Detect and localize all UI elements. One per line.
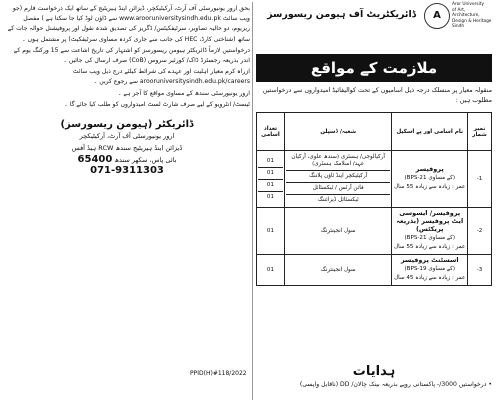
guideline-item: • درخواستیں 3000/- پاکستانی روپے بذریعہ بینک چالان/ DD (ناقابل واپسی)	[299, 381, 492, 388]
count-cell: 01	[257, 255, 285, 286]
instruction-3: ازراہ کرم معیار اہلیت اور عہدے کی شرائط کیلئے درج ذیل ویب سائٹ arooruniversitysindh.edu.pk/careers سے رجوع کریں ۔	[72, 68, 250, 86]
posts-table	[256, 112, 492, 286]
address-line-3: بائی پاس، سکھر سندھ 65400	[77, 154, 177, 166]
jobs-banner: ملازمت کے مواقع	[256, 54, 492, 82]
address: ارور یونیورسٹی آف آرٹ، آرکیٹیکچر ڈیزائن اینڈ ہیریٹیج سندھ RCW ہیڈ آفس بائی پاس، سکھر سندھ 65400	[4, 130, 250, 166]
discipline-cell: سول انجینئرنگ	[284, 208, 391, 255]
col-count: تعداد اسامی	[257, 113, 285, 151]
table-row	[257, 208, 492, 255]
table-row	[257, 151, 492, 208]
university-name: Aror University of Art, Architecture, Design & Heritage Sindh	[452, 2, 492, 30]
post-cell: اسسٹنٹ پروفیسر (BPS-19 کے مساوی) عمر : زیادہ سے زیادہ 45 سال	[392, 255, 468, 286]
careers-link[interactable]: arooruniversitysindh.edu.pk/careers	[139, 78, 250, 86]
postal-code: 65400	[77, 154, 113, 166]
intro-text: منقولہ معیار پر منسلک درجہ ذیل اسامیوں کے تحت کوالیفائیڈ امیدواروں سے درخواستیں مطلوب ہیں :	[262, 87, 492, 104]
department-title: ڈائریکٹریٹ آف ہیومن ریسورسز	[267, 9, 416, 20]
column-divider	[252, 2, 253, 400]
col-post: نام اسامی اور پے اسکیل	[392, 113, 468, 151]
count-cell: 01	[257, 208, 285, 255]
table-row	[257, 255, 492, 286]
ppid-code: PPID(H)#118/2022	[190, 370, 247, 377]
table-header-row	[257, 113, 492, 151]
post-cell: پروفیسر (BPS-21 کے مساوی) عمر : زیادہ سے زیادہ 55 سال	[392, 151, 468, 208]
phone-number: 071-9311303	[90, 165, 164, 177]
instruction-1: بحق ارور یونیورسٹی آف آرٹ، آرکیٹیکچر، ڈیزائن اینڈ ہیریٹیج کے ساتھ ایک درخواست فارم (جو ویب سائٹ www.arooruniversitysindh.edu.pk سے ڈاؤن لوڈ کیا جا سکتا ہے ) مفصل ریزیوم، دو حالیہ تصاویر، سرٹیفکیٹس/ ڈگریز کی تصدیق شدہ نقول اور پروفیشنل حوالہ جات کے ساتھ (شناختی کارڈ، HEC کی جانب سے جاری کردہ مساوی سرٹیفکیٹ) پر مشتمل ہوں ۔	[7, 5, 250, 43]
col-discipline: شعبہ/ ڈسپلن	[284, 113, 391, 151]
header	[250, 2, 494, 32]
row-number: 3-	[468, 255, 492, 286]
university-logo: A	[424, 3, 450, 29]
col-serial: نمبر شمار	[468, 113, 492, 151]
guidelines-title: ہدایات	[352, 364, 396, 379]
instruction-2: درخواستیں لازماً ڈائریکٹر ہیومن ریسورسز کو اشتہار کی تاریخ اشاعت سے 15 ورکنگ یوم کے اندر بذریعہ رجسٹرڈ ڈاک/ کورئیر سروس (CoB) صرف ارسال کی جائیں ۔	[13, 46, 250, 65]
website-link[interactable]: www.arooruniversitysindh.edu.pk	[119, 15, 221, 23]
instruction-5: ٹیسٹ/ انٹرویو کے لیے صرف شارٹ لسٹ امیدواروں کو طلب کیا جائے گا ۔	[64, 100, 250, 108]
row-number: 2-	[468, 208, 492, 255]
row-number: 1-	[468, 151, 492, 208]
instructions-column	[4, 4, 250, 176]
post-cell: پروفیسر/ ایسوسی ایٹ پروفیسر (بذریعہ پریکٹس) (BPS-21 کے مساوی) عمر : زیادہ سے زیادہ 55 سال	[392, 208, 468, 255]
director-signature: ڈائریکٹر (ہیومن ریسورسز)	[60, 119, 194, 131]
discipline-cell: سول انجینئرنگ	[284, 255, 391, 286]
discipline-cell: آرکیالوجی/ ہسٹری (سندھ علوی، آرکیان عہد/ اسلامک ہسٹری) آرکیٹیکچر اینڈ ٹاؤن پلاننگ فائن آرٹس / ٹیکسٹائل ٹیکسٹائل ڈیزائننگ	[284, 151, 391, 208]
instruction-4: ارور یونیورسٹی سندھ کے مساوی مواقع کا آجر ہے ۔	[117, 89, 250, 97]
count-cell: 01 01 01 01	[257, 151, 285, 208]
